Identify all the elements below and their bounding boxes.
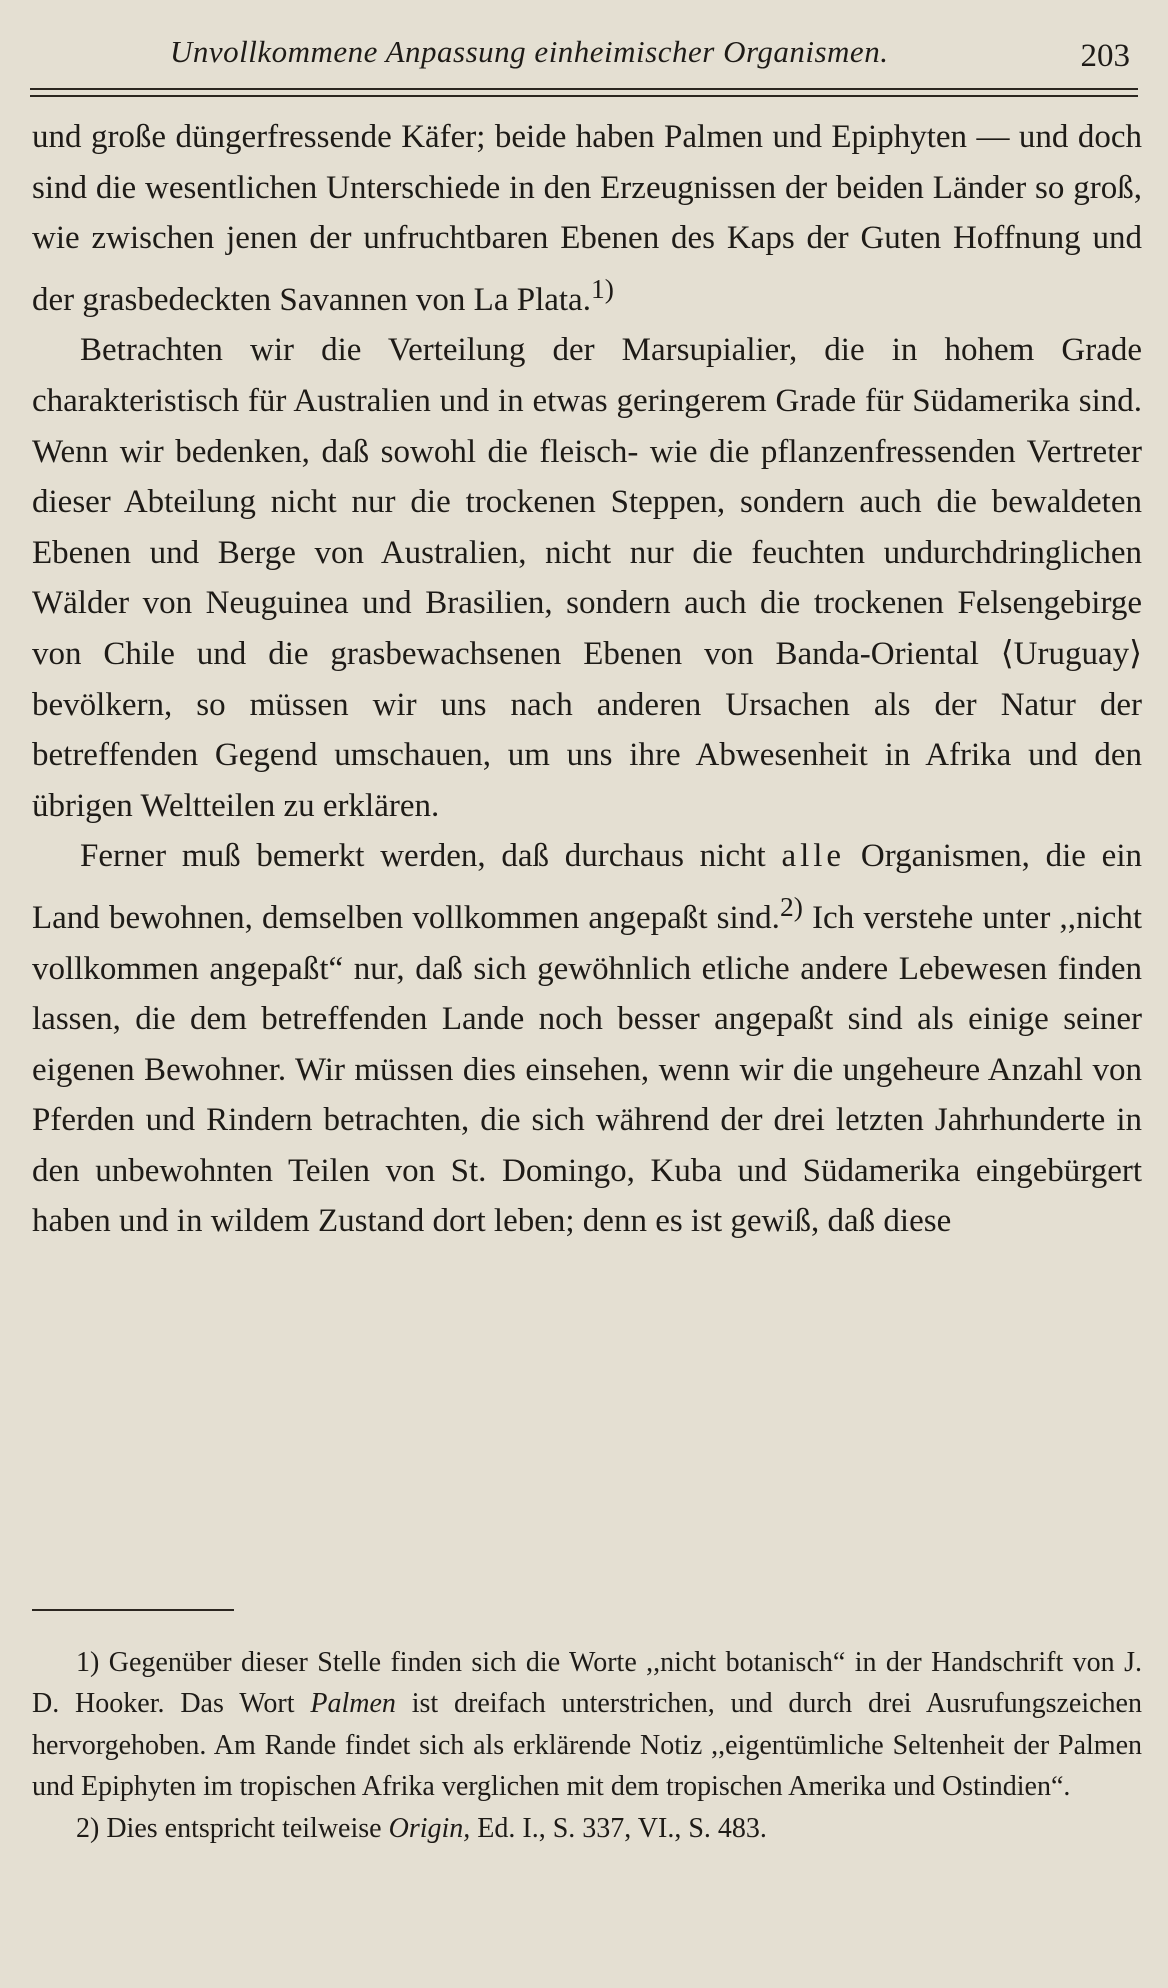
footnote-1 bbox=[32, 1642, 1142, 1808]
footnotes bbox=[32, 1642, 1142, 1849]
footnote-2-italic: Origin, bbox=[388, 1812, 471, 1844]
paragraph-2: Betrachten wir die Verteilung der Marsupialier, die in hohem Grade charakteristisch für Australien und in etwas geringerem Grade für Südamerika sind. Wenn wir bedenken, daß sowohl die fleisch- wie die pflanzenfressenden Vertreter dieser Abteilung nicht nur die trockenen Steppen, sondern auch die bewaldeten Ebenen und Berge von Australien, nicht nur die feuchten undurchdringlichen Wälder von Neuguinea und Brasilien, sondern auch die trockenen Felsengebirge von Chile und die grasbewachsenen Ebenen von Banda-Oriental ⟨Uruguay⟩ bevölkern, so müssen wir uns nach anderen Ursachen als der Natur der betreffenden Gegend umschauen, um uns ihre Abwesenheit in Afrika und den übrigen Weltteilen zu erklären. bbox=[32, 332, 1142, 824]
footnote-1-text-b: ist dreifach unterstrichen, und durch drei Ausrufungszeichen hervorgehoben. Am Rande findet sich als erklärende Notiz ,,eigentümliche Seltenheit der Palmen und Epiphyten im tropischen Afrika verglichen mit dem tropischen Amerika und Ostindien“. bbox=[32, 1688, 1142, 1803]
footnote-ref-1: 1) bbox=[590, 272, 614, 304]
footnote-2-text-a: Dies entspricht teilweise bbox=[106, 1812, 382, 1844]
page-header bbox=[30, 34, 1138, 80]
footnote-1-text-a: Gegenüber dieser Stelle finden sich die Worte ,,nicht botanisch“ in der Handschrift von J. D. Hooker. Das Wort bbox=[32, 1647, 1142, 1720]
paragraph-1 bbox=[32, 112, 1142, 325]
footnote-2-text-b: Ed. I., S. 337, VI., S. 483. bbox=[477, 1812, 767, 1844]
footnote-1-italic: Palmen bbox=[310, 1688, 396, 1720]
footnote-ref-2: 2) bbox=[779, 890, 803, 922]
paragraph-1-text: und große düngerfressende Käfer; beide haben Palmen und Epiphyten — und doch sind die wesentlichen Unterschiede in den Erzeugnissen der beiden Länder so groß, wie zwischen jenen der unfruchtbaren Ebenen des Kaps der Guten Hoffnung und der grasbedeckten Savannen von La Plata. bbox=[32, 119, 1142, 318]
paragraph-3-text-a: Ferner muß bemerkt werden, daß durchaus nicht bbox=[80, 838, 766, 875]
footnote-2 bbox=[32, 1808, 1142, 1849]
footnote-2-marker: 2) bbox=[76, 1812, 100, 1844]
page-number: 203 bbox=[1080, 38, 1130, 74]
paragraph-3-text-c: Ich verstehe unter ,,nicht vollkommen angepaßt“ nur, daß sich gewöhnlich etliche andere Lebewesen finden lassen, die dem betreffenden Lande noch besser angepaßt sind als einige seiner eigenen Bewohner. Wir müssen dies einsehen, wenn wir die ungeheure Anzahl von Pferden und Rindern betrachten, die sich während der drei letzten Jahrhunderte in den unbewohnten Teilen von St. Domingo, Kuba und Südamerika eingebürgert haben und in wildem Zustand dort leben; denn es ist gewiß, daß diese bbox=[32, 899, 1142, 1240]
running-title: Unvollkommene Anpassung einheimischer Organismen. bbox=[170, 34, 889, 69]
header-rule-top bbox=[30, 88, 1138, 90]
footnote-1-marker: 1) bbox=[76, 1647, 100, 1678]
footnote-rule bbox=[32, 1609, 234, 1611]
header-rule-bottom bbox=[30, 95, 1138, 97]
paragraph-3 bbox=[32, 831, 1142, 1247]
emphasis-alle: alle bbox=[781, 838, 846, 875]
paragraph-3-text-b: Organismen, die ein Land bewohnen, demselben vollkommen angepaßt sind. bbox=[32, 838, 1142, 936]
body-text bbox=[32, 112, 1142, 1247]
